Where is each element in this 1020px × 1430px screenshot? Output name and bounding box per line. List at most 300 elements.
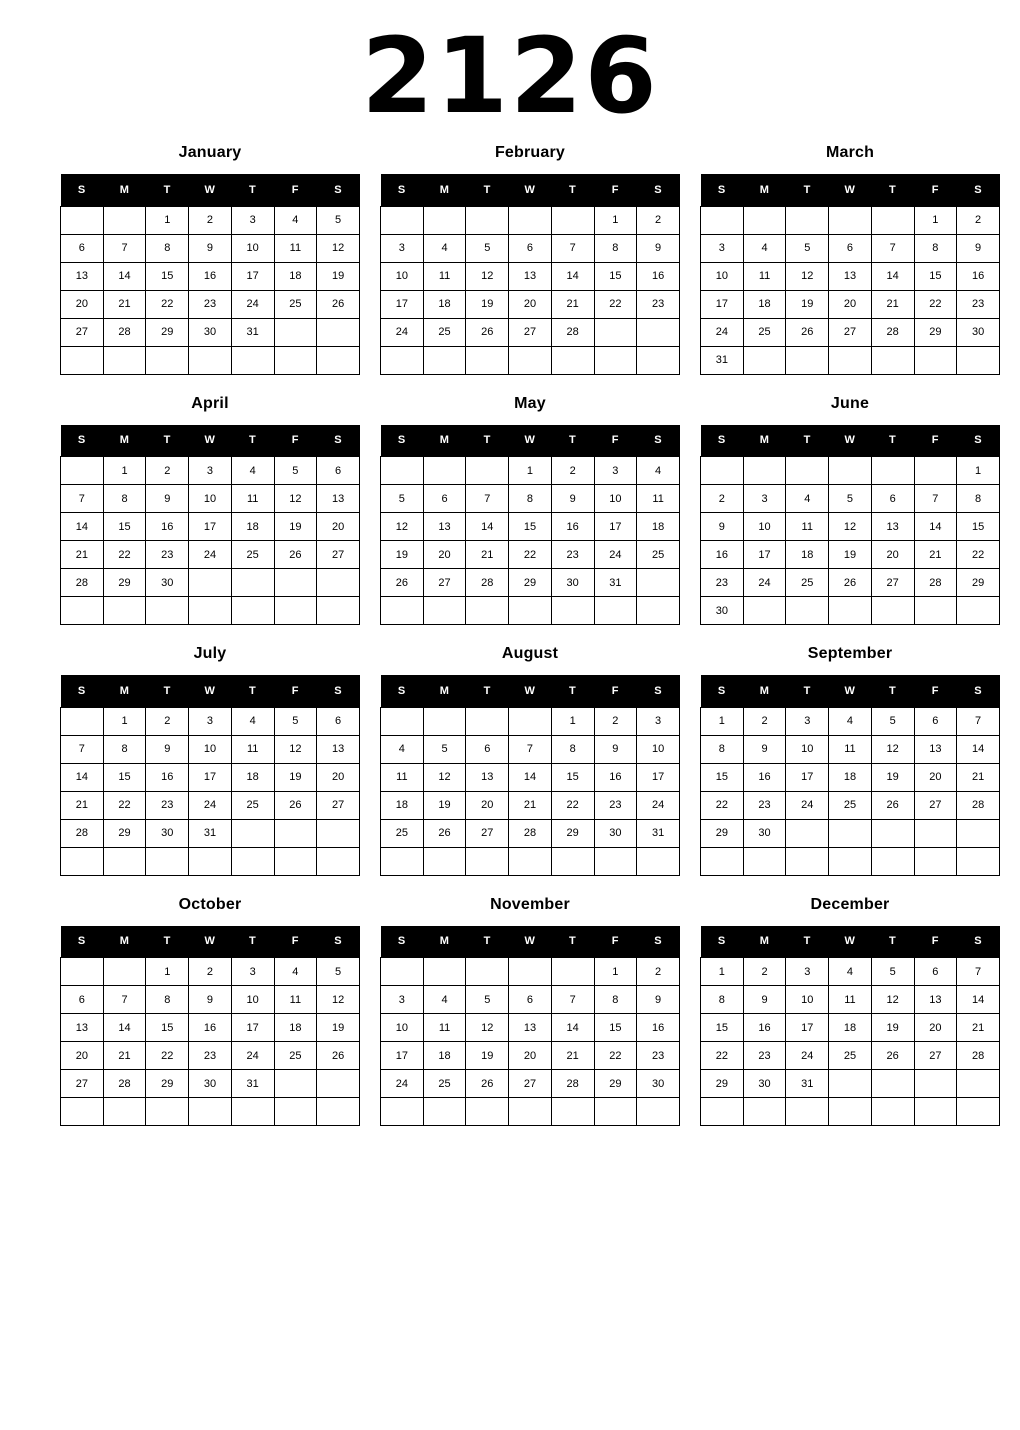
day-cell[interactable]: 14: [551, 1014, 594, 1042]
day-cell[interactable]: 25: [829, 791, 872, 819]
day-cell[interactable]: 23: [701, 569, 744, 597]
day-cell[interactable]: 4: [423, 234, 466, 262]
day-cell[interactable]: 2: [594, 707, 637, 735]
day-cell[interactable]: 31: [231, 1070, 274, 1098]
day-cell[interactable]: 7: [509, 735, 552, 763]
day-cell[interactable]: 22: [914, 290, 957, 318]
day-cell[interactable]: 29: [914, 318, 957, 346]
day-cell[interactable]: 5: [423, 735, 466, 763]
day-cell[interactable]: 22: [103, 541, 146, 569]
day-cell[interactable]: 4: [743, 234, 786, 262]
day-cell[interactable]: 12: [274, 485, 317, 513]
day-cell[interactable]: 8: [594, 986, 637, 1014]
day-cell[interactable]: 24: [381, 318, 424, 346]
day-cell[interactable]: 13: [61, 262, 104, 290]
day-cell[interactable]: 1: [701, 958, 744, 986]
day-cell[interactable]: 24: [594, 541, 637, 569]
day-cell[interactable]: 13: [871, 513, 914, 541]
day-cell[interactable]: 28: [509, 819, 552, 847]
day-cell[interactable]: 14: [61, 513, 104, 541]
day-cell[interactable]: 20: [317, 763, 360, 791]
day-cell[interactable]: 15: [509, 513, 552, 541]
day-cell[interactable]: 22: [103, 791, 146, 819]
day-cell[interactable]: 29: [701, 1070, 744, 1098]
day-cell[interactable]: 9: [743, 735, 786, 763]
day-cell[interactable]: 18: [274, 262, 317, 290]
day-cell[interactable]: 19: [871, 1014, 914, 1042]
day-cell[interactable]: 10: [637, 735, 680, 763]
day-cell[interactable]: 27: [509, 1070, 552, 1098]
day-cell[interactable]: 26: [317, 1042, 360, 1070]
day-cell[interactable]: 2: [146, 707, 189, 735]
day-cell[interactable]: 5: [786, 234, 829, 262]
day-cell[interactable]: 17: [231, 262, 274, 290]
day-cell[interactable]: 10: [594, 485, 637, 513]
day-cell[interactable]: 25: [786, 569, 829, 597]
day-cell[interactable]: 27: [466, 819, 509, 847]
day-cell[interactable]: 22: [701, 791, 744, 819]
day-cell[interactable]: 18: [231, 513, 274, 541]
day-cell[interactable]: 20: [466, 791, 509, 819]
day-cell[interactable]: 3: [381, 986, 424, 1014]
day-cell[interactable]: 30: [551, 569, 594, 597]
day-cell[interactable]: 14: [957, 735, 1000, 763]
day-cell[interactable]: 8: [146, 234, 189, 262]
day-cell[interactable]: 29: [146, 318, 189, 346]
day-cell[interactable]: 9: [637, 234, 680, 262]
day-cell[interactable]: 24: [637, 791, 680, 819]
day-cell[interactable]: 1: [594, 206, 637, 234]
day-cell[interactable]: 2: [637, 958, 680, 986]
day-cell[interactable]: 11: [743, 262, 786, 290]
day-cell[interactable]: 30: [189, 1070, 232, 1098]
day-cell[interactable]: 1: [103, 457, 146, 485]
day-cell[interactable]: 14: [466, 513, 509, 541]
day-cell[interactable]: 12: [317, 234, 360, 262]
day-cell[interactable]: 26: [786, 318, 829, 346]
day-cell[interactable]: 27: [317, 541, 360, 569]
day-cell[interactable]: 14: [509, 763, 552, 791]
day-cell[interactable]: 16: [189, 262, 232, 290]
day-cell[interactable]: 26: [317, 290, 360, 318]
day-cell[interactable]: 11: [423, 1014, 466, 1042]
day-cell[interactable]: 14: [871, 262, 914, 290]
day-cell[interactable]: 2: [189, 958, 232, 986]
day-cell[interactable]: 31: [231, 318, 274, 346]
day-cell[interactable]: 6: [466, 735, 509, 763]
day-cell[interactable]: 10: [381, 1014, 424, 1042]
day-cell[interactable]: 30: [637, 1070, 680, 1098]
day-cell[interactable]: 6: [61, 234, 104, 262]
day-cell[interactable]: 10: [701, 262, 744, 290]
day-cell[interactable]: 29: [957, 569, 1000, 597]
day-cell[interactable]: 26: [274, 541, 317, 569]
day-cell[interactable]: 1: [957, 457, 1000, 485]
day-cell[interactable]: 7: [103, 986, 146, 1014]
day-cell[interactable]: 1: [701, 707, 744, 735]
day-cell[interactable]: 10: [231, 986, 274, 1014]
day-cell[interactable]: 17: [189, 763, 232, 791]
day-cell[interactable]: 16: [743, 763, 786, 791]
day-cell[interactable]: 10: [743, 513, 786, 541]
day-cell[interactable]: 19: [466, 1042, 509, 1070]
day-cell[interactable]: 23: [189, 290, 232, 318]
day-cell[interactable]: 21: [914, 541, 957, 569]
day-cell[interactable]: 22: [957, 541, 1000, 569]
day-cell[interactable]: 17: [594, 513, 637, 541]
day-cell[interactable]: 1: [146, 206, 189, 234]
day-cell[interactable]: 9: [189, 234, 232, 262]
day-cell[interactable]: 10: [231, 234, 274, 262]
day-cell[interactable]: 16: [743, 1014, 786, 1042]
day-cell[interactable]: 19: [317, 262, 360, 290]
day-cell[interactable]: 16: [146, 763, 189, 791]
day-cell[interactable]: 29: [551, 819, 594, 847]
day-cell[interactable]: 6: [914, 958, 957, 986]
day-cell[interactable]: 24: [231, 290, 274, 318]
day-cell[interactable]: 15: [957, 513, 1000, 541]
day-cell[interactable]: 4: [829, 707, 872, 735]
day-cell[interactable]: 10: [786, 986, 829, 1014]
day-cell[interactable]: 27: [317, 791, 360, 819]
day-cell[interactable]: 20: [423, 541, 466, 569]
day-cell[interactable]: 3: [743, 485, 786, 513]
day-cell[interactable]: 28: [61, 569, 104, 597]
day-cell[interactable]: 5: [466, 986, 509, 1014]
day-cell[interactable]: 3: [786, 958, 829, 986]
day-cell[interactable]: 11: [274, 234, 317, 262]
day-cell[interactable]: 29: [103, 569, 146, 597]
day-cell[interactable]: 13: [509, 1014, 552, 1042]
day-cell[interactable]: 5: [317, 206, 360, 234]
day-cell[interactable]: 14: [551, 262, 594, 290]
day-cell[interactable]: 2: [957, 206, 1000, 234]
day-cell[interactable]: 11: [231, 735, 274, 763]
day-cell[interactable]: 17: [743, 541, 786, 569]
day-cell[interactable]: 11: [274, 986, 317, 1014]
day-cell[interactable]: 6: [914, 707, 957, 735]
day-cell[interactable]: 5: [274, 457, 317, 485]
day-cell[interactable]: 8: [103, 485, 146, 513]
day-cell[interactable]: 15: [594, 1014, 637, 1042]
day-cell[interactable]: 14: [61, 763, 104, 791]
day-cell[interactable]: 7: [957, 958, 1000, 986]
day-cell[interactable]: 4: [637, 457, 680, 485]
day-cell[interactable]: 3: [231, 206, 274, 234]
day-cell[interactable]: 5: [466, 234, 509, 262]
day-cell[interactable]: 18: [637, 513, 680, 541]
day-cell[interactable]: 24: [786, 791, 829, 819]
day-cell[interactable]: 2: [146, 457, 189, 485]
day-cell[interactable]: 17: [786, 763, 829, 791]
day-cell[interactable]: 28: [957, 1042, 1000, 1070]
day-cell[interactable]: 26: [871, 1042, 914, 1070]
day-cell[interactable]: 15: [146, 262, 189, 290]
day-cell[interactable]: 20: [509, 290, 552, 318]
day-cell[interactable]: 29: [701, 819, 744, 847]
day-cell[interactable]: 6: [61, 986, 104, 1014]
day-cell[interactable]: 19: [274, 763, 317, 791]
day-cell[interactable]: 5: [829, 485, 872, 513]
day-cell[interactable]: 7: [103, 234, 146, 262]
day-cell[interactable]: 30: [743, 819, 786, 847]
day-cell[interactable]: 24: [381, 1070, 424, 1098]
day-cell[interactable]: 9: [594, 735, 637, 763]
day-cell[interactable]: 12: [466, 1014, 509, 1042]
day-cell[interactable]: 12: [274, 735, 317, 763]
day-cell[interactable]: 1: [914, 206, 957, 234]
day-cell[interactable]: 10: [189, 735, 232, 763]
day-cell[interactable]: 17: [189, 513, 232, 541]
day-cell[interactable]: 6: [317, 457, 360, 485]
day-cell[interactable]: 18: [274, 1014, 317, 1042]
day-cell[interactable]: 3: [701, 234, 744, 262]
day-cell[interactable]: 10: [381, 262, 424, 290]
day-cell[interactable]: 19: [274, 513, 317, 541]
day-cell[interactable]: 21: [103, 290, 146, 318]
day-cell[interactable]: 16: [189, 1014, 232, 1042]
day-cell[interactable]: 19: [423, 791, 466, 819]
day-cell[interactable]: 25: [231, 791, 274, 819]
day-cell[interactable]: 20: [61, 1042, 104, 1070]
day-cell[interactable]: 6: [317, 707, 360, 735]
day-cell[interactable]: 26: [274, 791, 317, 819]
day-cell[interactable]: 19: [317, 1014, 360, 1042]
day-cell[interactable]: 20: [829, 290, 872, 318]
day-cell[interactable]: 12: [423, 763, 466, 791]
day-cell[interactable]: 16: [701, 541, 744, 569]
day-cell[interactable]: 28: [103, 318, 146, 346]
day-cell[interactable]: 18: [786, 541, 829, 569]
day-cell[interactable]: 31: [189, 819, 232, 847]
day-cell[interactable]: 30: [701, 597, 744, 625]
day-cell[interactable]: 22: [146, 290, 189, 318]
day-cell[interactable]: 15: [594, 262, 637, 290]
day-cell[interactable]: 25: [743, 318, 786, 346]
day-cell[interactable]: 15: [914, 262, 957, 290]
day-cell[interactable]: 1: [509, 457, 552, 485]
day-cell[interactable]: 6: [509, 234, 552, 262]
day-cell[interactable]: 3: [637, 707, 680, 735]
day-cell[interactable]: 17: [701, 290, 744, 318]
day-cell[interactable]: 26: [466, 318, 509, 346]
day-cell[interactable]: 4: [231, 707, 274, 735]
day-cell[interactable]: 14: [103, 1014, 146, 1042]
day-cell[interactable]: 8: [594, 234, 637, 262]
day-cell[interactable]: 27: [61, 318, 104, 346]
day-cell[interactable]: 27: [871, 569, 914, 597]
day-cell[interactable]: 16: [594, 763, 637, 791]
day-cell[interactable]: 7: [61, 485, 104, 513]
day-cell[interactable]: 14: [103, 262, 146, 290]
day-cell[interactable]: 7: [551, 986, 594, 1014]
day-cell[interactable]: 6: [423, 485, 466, 513]
day-cell[interactable]: 24: [189, 791, 232, 819]
day-cell[interactable]: 22: [509, 541, 552, 569]
day-cell[interactable]: 13: [829, 262, 872, 290]
day-cell[interactable]: 20: [61, 290, 104, 318]
day-cell[interactable]: 5: [871, 707, 914, 735]
day-cell[interactable]: 16: [146, 513, 189, 541]
day-cell[interactable]: 30: [743, 1070, 786, 1098]
day-cell[interactable]: 22: [594, 290, 637, 318]
day-cell[interactable]: 27: [423, 569, 466, 597]
day-cell[interactable]: 1: [551, 707, 594, 735]
day-cell[interactable]: 28: [551, 1070, 594, 1098]
day-cell[interactable]: 25: [274, 290, 317, 318]
day-cell[interactable]: 20: [914, 1014, 957, 1042]
day-cell[interactable]: 29: [594, 1070, 637, 1098]
day-cell[interactable]: 8: [701, 986, 744, 1014]
day-cell[interactable]: 4: [786, 485, 829, 513]
day-cell[interactable]: 23: [146, 541, 189, 569]
day-cell[interactable]: 24: [231, 1042, 274, 1070]
day-cell[interactable]: 22: [551, 791, 594, 819]
day-cell[interactable]: 27: [509, 318, 552, 346]
day-cell[interactable]: 31: [786, 1070, 829, 1098]
day-cell[interactable]: 5: [317, 958, 360, 986]
day-cell[interactable]: 25: [637, 541, 680, 569]
day-cell[interactable]: 25: [829, 1042, 872, 1070]
day-cell[interactable]: 17: [231, 1014, 274, 1042]
day-cell[interactable]: 13: [509, 262, 552, 290]
day-cell[interactable]: 11: [829, 986, 872, 1014]
day-cell[interactable]: 30: [594, 819, 637, 847]
day-cell[interactable]: 12: [871, 986, 914, 1014]
day-cell[interactable]: 9: [637, 986, 680, 1014]
day-cell[interactable]: 12: [871, 735, 914, 763]
day-cell[interactable]: 18: [381, 791, 424, 819]
day-cell[interactable]: 22: [594, 1042, 637, 1070]
day-cell[interactable]: 19: [786, 290, 829, 318]
day-cell[interactable]: 27: [914, 791, 957, 819]
day-cell[interactable]: 28: [61, 819, 104, 847]
day-cell[interactable]: 13: [423, 513, 466, 541]
day-cell[interactable]: 23: [189, 1042, 232, 1070]
day-cell[interactable]: 25: [423, 1070, 466, 1098]
day-cell[interactable]: 15: [146, 1014, 189, 1042]
day-cell[interactable]: 29: [146, 1070, 189, 1098]
day-cell[interactable]: 5: [381, 485, 424, 513]
day-cell[interactable]: 9: [146, 485, 189, 513]
day-cell[interactable]: 19: [466, 290, 509, 318]
day-cell[interactable]: 2: [189, 206, 232, 234]
day-cell[interactable]: 5: [274, 707, 317, 735]
day-cell[interactable]: 14: [957, 986, 1000, 1014]
day-cell[interactable]: 2: [743, 958, 786, 986]
day-cell[interactable]: 1: [103, 707, 146, 735]
day-cell[interactable]: 7: [551, 234, 594, 262]
day-cell[interactable]: 18: [231, 763, 274, 791]
day-cell[interactable]: 3: [786, 707, 829, 735]
day-cell[interactable]: 27: [829, 318, 872, 346]
day-cell[interactable]: 23: [743, 1042, 786, 1070]
day-cell[interactable]: 21: [61, 791, 104, 819]
day-cell[interactable]: 12: [466, 262, 509, 290]
day-cell[interactable]: 4: [274, 958, 317, 986]
day-cell[interactable]: 15: [701, 1014, 744, 1042]
day-cell[interactable]: 28: [871, 318, 914, 346]
day-cell[interactable]: 15: [551, 763, 594, 791]
day-cell[interactable]: 15: [103, 763, 146, 791]
day-cell[interactable]: 8: [701, 735, 744, 763]
day-cell[interactable]: 21: [957, 1014, 1000, 1042]
day-cell[interactable]: 11: [637, 485, 680, 513]
day-cell[interactable]: 20: [914, 763, 957, 791]
day-cell[interactable]: 29: [103, 819, 146, 847]
day-cell[interactable]: 25: [423, 318, 466, 346]
day-cell[interactable]: 16: [551, 513, 594, 541]
day-cell[interactable]: 16: [957, 262, 1000, 290]
day-cell[interactable]: 13: [466, 763, 509, 791]
day-cell[interactable]: 8: [957, 485, 1000, 513]
day-cell[interactable]: 6: [871, 485, 914, 513]
day-cell[interactable]: 8: [914, 234, 957, 262]
day-cell[interactable]: 15: [103, 513, 146, 541]
day-cell[interactable]: 26: [423, 819, 466, 847]
day-cell[interactable]: 2: [637, 206, 680, 234]
day-cell[interactable]: 30: [189, 318, 232, 346]
day-cell[interactable]: 10: [786, 735, 829, 763]
day-cell[interactable]: 20: [317, 513, 360, 541]
day-cell[interactable]: 3: [189, 707, 232, 735]
day-cell[interactable]: 7: [466, 485, 509, 513]
day-cell[interactable]: 6: [509, 986, 552, 1014]
day-cell[interactable]: 16: [637, 262, 680, 290]
day-cell[interactable]: 13: [914, 986, 957, 1014]
day-cell[interactable]: 28: [957, 791, 1000, 819]
day-cell[interactable]: 21: [103, 1042, 146, 1070]
day-cell[interactable]: 26: [829, 569, 872, 597]
day-cell[interactable]: 11: [786, 513, 829, 541]
day-cell[interactable]: 5: [871, 958, 914, 986]
day-cell[interactable]: 21: [61, 541, 104, 569]
day-cell[interactable]: 18: [829, 763, 872, 791]
day-cell[interactable]: 31: [594, 569, 637, 597]
day-cell[interactable]: 8: [509, 485, 552, 513]
day-cell[interactable]: 20: [871, 541, 914, 569]
day-cell[interactable]: 25: [231, 541, 274, 569]
day-cell[interactable]: 9: [701, 513, 744, 541]
day-cell[interactable]: 28: [914, 569, 957, 597]
day-cell[interactable]: 2: [743, 707, 786, 735]
day-cell[interactable]: 12: [829, 513, 872, 541]
day-cell[interactable]: 23: [637, 1042, 680, 1070]
day-cell[interactable]: 8: [146, 986, 189, 1014]
day-cell[interactable]: 18: [829, 1014, 872, 1042]
day-cell[interactable]: 30: [957, 318, 1000, 346]
day-cell[interactable]: 24: [786, 1042, 829, 1070]
day-cell[interactable]: 26: [466, 1070, 509, 1098]
day-cell[interactable]: 4: [231, 457, 274, 485]
day-cell[interactable]: 26: [381, 569, 424, 597]
day-cell[interactable]: 25: [274, 1042, 317, 1070]
day-cell[interactable]: 24: [743, 569, 786, 597]
day-cell[interactable]: 27: [914, 1042, 957, 1070]
day-cell[interactable]: 21: [957, 763, 1000, 791]
day-cell[interactable]: 17: [637, 763, 680, 791]
day-cell[interactable]: 7: [914, 485, 957, 513]
day-cell[interactable]: 23: [594, 791, 637, 819]
day-cell[interactable]: 15: [701, 763, 744, 791]
day-cell[interactable]: 19: [381, 541, 424, 569]
day-cell[interactable]: 13: [317, 485, 360, 513]
day-cell[interactable]: 16: [637, 1014, 680, 1042]
day-cell[interactable]: 18: [423, 1042, 466, 1070]
day-cell[interactable]: 4: [423, 986, 466, 1014]
day-cell[interactable]: 9: [957, 234, 1000, 262]
day-cell[interactable]: 8: [103, 735, 146, 763]
